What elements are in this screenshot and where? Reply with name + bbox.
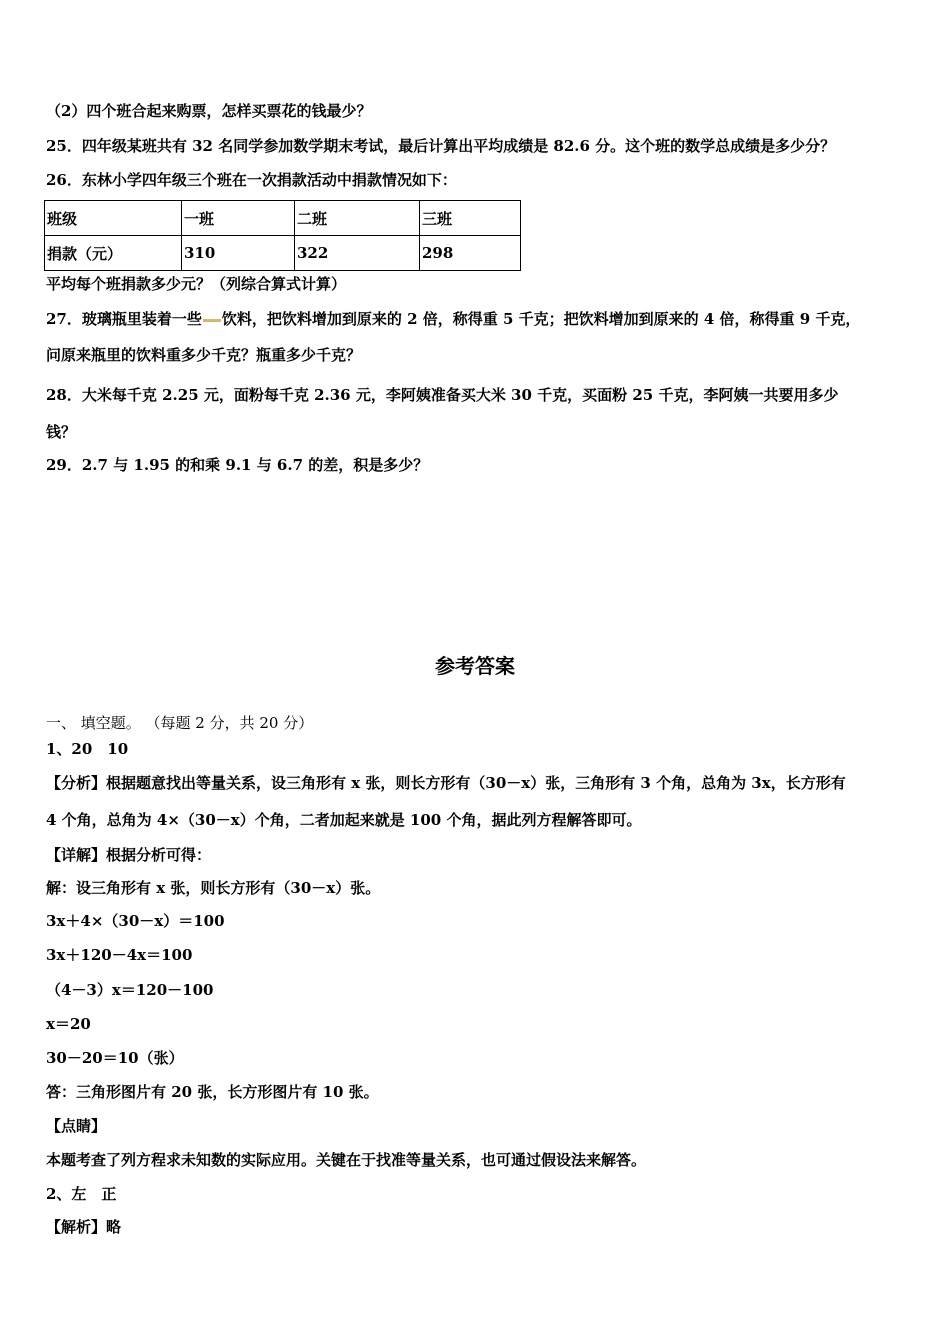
answer-1-step-5: x＝20 — [46, 1015, 91, 1033]
table-cell: 310 — [182, 236, 295, 271]
question-28-line-2: 钱？ — [46, 423, 77, 441]
answer-1-analysis-line-1: 【分析】根据题意找出等量关系，设三角形有 x 张，则长方形有（30－x）张，三角形有 3 个角，总角为 3x，长方形有 — [46, 774, 846, 792]
answer-1-point-heading: 【点睛】 — [46, 1117, 107, 1135]
blank-mark — [203, 319, 221, 322]
answer-1-detail: 【详解】根据分析可得： — [46, 846, 212, 864]
answer-1-step-4: （4－3）x＝120－100 — [46, 981, 214, 999]
table-header-cell: 班级 — [45, 201, 182, 236]
answer-1-step-3: 3x＋120－4x＝100 — [46, 946, 193, 964]
table-cell: 298 — [420, 236, 521, 271]
table-header-cell: 三班 — [420, 201, 521, 236]
answer-2-analysis: 【解析】略 — [46, 1218, 122, 1236]
answer-2: 2、左 正 — [46, 1185, 117, 1203]
question-28-line-1: 28．大米每千克 2.25 元，面粉每千克 2.36 元，李阿姨准备买大米 30 千克，买面粉 25 千克，李阿姨一共要用多少 — [46, 386, 839, 404]
answers-section-1: 一、 填空题。 （每题 2 分，共 20 分） — [46, 714, 314, 732]
table-cell: 322 — [295, 236, 420, 271]
answer-1: 1、20 10 — [46, 740, 129, 758]
question-27-line-2: 问原来瓶里的饮料重多少千克？瓶重多少千克？ — [46, 346, 362, 364]
answer-1-conclusion: 答：三角形图片有 20 张，长方形图片有 10 张。 — [46, 1083, 379, 1101]
question-27-part-a: 27．玻璃瓶里装着一些 — [46, 310, 202, 328]
question-27-part-b: 饮料，把饮料增加到原来的 2 倍，称得重 5 千克；把饮料增加到原来的 4 倍，称得重 9 千克， — [221, 310, 861, 328]
question-26: 26．东林小学四年级三个班在一次捐款活动中捐款情况如下： — [46, 171, 457, 189]
answer-1-step-2: 3x＋4×（30－x）＝100 — [46, 912, 225, 930]
answers-title: 参考答案 — [435, 654, 515, 678]
question-27-line-1 — [46, 309, 860, 329]
question-24-part-2: （2）四个班合起来购票，怎样买票花的钱最少？ — [46, 102, 372, 120]
question-26-ask: 平均每个班捐款多少元？（列综合算式计算） — [46, 275, 347, 293]
answer-1-step-6: 30－20＝10（张） — [46, 1049, 184, 1067]
answer-1-point-text: 本题考查了列方程求未知数的实际应用。关键在于找准等量关系，也可通过假设法来解答。 — [46, 1151, 647, 1169]
answer-1-analysis-line-2: 4 个角，总角为 4×（30－x）个角，二者加起来就是 100 个角，据此列方程解答即可。 — [46, 811, 642, 829]
table-header-row — [45, 201, 521, 236]
table-row — [45, 236, 521, 271]
table-header-cell: 二班 — [295, 201, 420, 236]
table-header-cell: 一班 — [182, 201, 295, 236]
question-29: 29．2.7 与 1.95 的和乘 9.1 与 6.7 的差，积是多少？ — [46, 456, 429, 474]
table-row-label: 捐款（元） — [45, 236, 182, 271]
donation-table — [44, 200, 521, 271]
question-25: 25．四年级某班共有 32 名同学参加数学期末考试，最后计算出平均成绩是 82.6 分。这个班的数学总成绩是多少分？ — [46, 137, 836, 155]
answer-1-step-1: 解：设三角形有 x 张，则长方形有（30－x）张。 — [46, 879, 381, 897]
